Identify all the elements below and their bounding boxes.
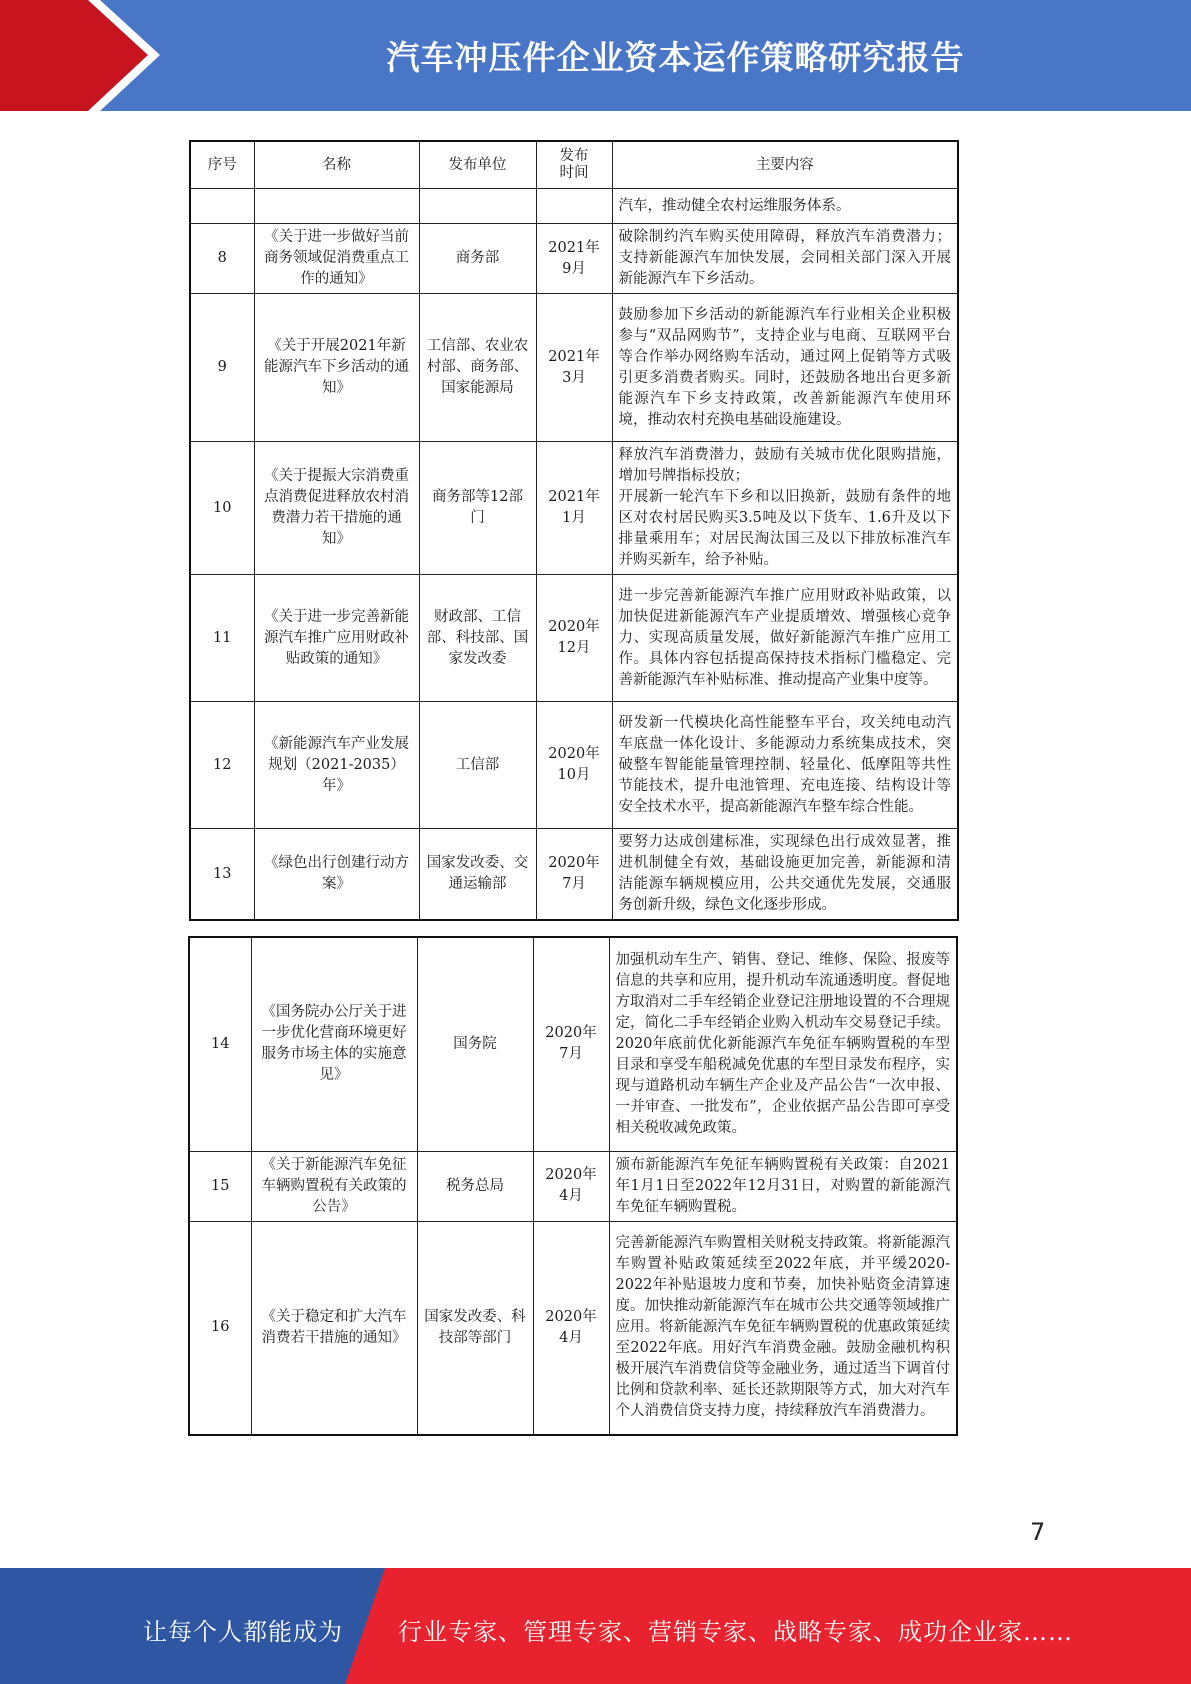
row-name-cell: 《国务院办公厅关于进一步优化营商环境更好服务市场主体的实施意见》	[251, 937, 417, 1151]
row-name-cell: 《绿色出行创建行动方案》	[254, 829, 419, 921]
row-content-cell: 鼓励参加下乡活动的新能源汽车行业相关企业积极参与“双品网购节”，支持企业与电商、互联网平台等合作举办网络购车活动，通过网上促销等方式吸引更多消费者购买。同时，还鼓励各地出台更多新能源汽车下乡支持政策，改善新能源汽车使用环境，推动农村充换电基础设施建设。	[612, 294, 958, 442]
row-name-cell: 《关于稳定和扩大汽车消费若干措施的通知》	[251, 1221, 417, 1435]
row-publisher-cell: 国家发改委、交通运输部	[419, 829, 536, 921]
document-title: 汽车冲压件企业资本运作策略研究报告	[386, 38, 965, 77]
row-content-cell: 进一步完善新能源汽车推广应用财政补贴政策，以加快促进新能源汽车产业提质增效、增强核心竞争力、实现高质量发展，做好新能源汽车推广应用工作。具体内容包括提高保持技术指标门槛稳定、完善新能源汽车补贴标准、推动提高产业集中度等。	[612, 575, 958, 702]
table-row	[190, 224, 958, 294]
table-header-row	[190, 141, 958, 189]
row-date-cell: 2020年 7月	[533, 937, 609, 1151]
table-row	[190, 442, 958, 575]
row-date-cell: 2020年 12月	[536, 575, 612, 702]
row-number-cell: 16	[189, 1221, 251, 1435]
row-name-cell: 《关于开展2021年新能源汽车下乡活动的通知》	[254, 294, 419, 442]
row-publisher-cell: 国务院	[417, 937, 533, 1151]
row-content-cell: 要努力达成创建标准，实现绿色出行成效显著，推进机制健全有效，基础设施更加完善，新能源和清洁能源车辆规模应用，公共交通优先发展，交通服务创新升级，绿色文化逐步形成。	[612, 829, 958, 921]
row-number-cell: 10	[190, 442, 254, 575]
table-row	[190, 575, 958, 702]
table-row	[190, 829, 958, 921]
row-publisher-cell: 工信部	[419, 702, 536, 829]
table-row	[189, 1151, 957, 1221]
row-content-cell: 汽车，推动健全农村运维服务体系。	[612, 189, 958, 224]
row-name-cell: 《关于新能源汽车免征车辆购置税有关政策的公告》	[251, 1151, 417, 1221]
row-number-cell: 11	[190, 575, 254, 702]
table-row	[189, 937, 957, 1151]
footer-slogan-left: 让每个人都能成为	[143, 1618, 343, 1646]
header-no: 序号	[190, 141, 254, 189]
row-date-cell: 2020年 10月	[536, 702, 612, 829]
row-date-cell: 2021年 3月	[536, 294, 612, 442]
table-row	[190, 294, 958, 442]
header-name: 名称	[254, 141, 419, 189]
header-date: 发布 时间	[536, 141, 612, 189]
row-publisher-cell	[419, 189, 536, 224]
row-date-cell: 2020年 7月	[536, 829, 612, 921]
policy-table-part1	[189, 140, 959, 921]
row-number-cell: 13	[190, 829, 254, 921]
row-number-cell	[190, 189, 254, 224]
row-number-cell: 15	[189, 1151, 251, 1221]
row-content-cell: 破除制约汽车购买使用障碍，释放汽车消费潜力；支持新能源汽车加快发展，会同相关部门深入开展新能源汽车下乡活动。	[612, 224, 958, 294]
policy-table-part2	[188, 936, 958, 1436]
row-name-cell: 《关于进一步完善新能源汽车推广应用财政补贴政策的通知》	[254, 575, 419, 702]
row-date-cell: 2021年 1月	[536, 442, 612, 575]
row-publisher-cell: 商务部	[419, 224, 536, 294]
row-publisher-cell: 税务总局	[417, 1151, 533, 1221]
row-content-cell: 颁布新能源汽车免征车辆购置税有关政策：自2021年1月1日至2022年12月31日，对购置的新能源汽车免征车辆购置税。	[609, 1151, 957, 1221]
row-number-cell: 8	[190, 224, 254, 294]
row-content-cell: 加强机动车生产、销售、登记、维修、保险、报废等信息的共享和应用，提升机动车流通透明度。督促地方取消对二手车经销企业登记注册地设置的不合理规定，简化二手车经销企业购入机动车交易登记手续。2020年底前优化新能源汽车免征车辆购置税的车型目录和享受车船税减免优惠的车型目录发布程序，实现与道路机动车辆生产企业及产品公告“一次申报、一并审查、一批发布”，企业依据产品公告即可享受相关税收减免政策。	[609, 937, 957, 1151]
row-content-cell: 释放汽车消费潜力，鼓励有关城市优化限购措施，增加号牌指标投放； 开展新一轮汽车下乡和以旧换新，鼓励有条件的地区对农村居民购买3.5吨及以下货车、1.6升及以下排量乘用车；对居民淘汰国三及以下排放标准汽车并购买新车，给予补贴。	[612, 442, 958, 575]
row-publisher-cell: 财政部、工信部、科技部、国家发改委	[419, 575, 536, 702]
row-date-cell: 2021年 9月	[536, 224, 612, 294]
row-content-cell: 完善新能源汽车购置相关财税支持政策。将新能源汽车购置补贴政策延续至2022年底，并平缓2020-2022年补贴退坡力度和节奏，加快补贴资金清算速度。加快推动新能源汽车在城市公共交通等领域推广应用。将新能源汽车免征车辆购置税的优惠政策延续至2022年底。用好汽车消费金融。鼓励金融机构积极开展汽车消费信贷等金融业务，通过适当下调首付比例和贷款利率、延长还款期限等方式，加大对汽车个人消费信贷支持力度，持续释放汽车消费潜力。	[609, 1221, 957, 1435]
row-name-cell: 《关于提振大宗消费重点消费促进释放农村消费潜力若干措施的通知》	[254, 442, 419, 575]
row-publisher-cell: 国家发改委、科技部等部门	[417, 1221, 533, 1435]
header-content: 主要内容	[612, 141, 958, 189]
row-publisher-cell: 工信部、农业农村部、商务部、国家能源局	[419, 294, 536, 442]
row-name-cell: 《新能源汽车产业发展规划（2021-2035）年》	[254, 702, 419, 829]
row-name-cell	[254, 189, 419, 224]
table-row	[189, 1221, 957, 1435]
page-number: 7	[1030, 1518, 1046, 1546]
footer-slogan-right: 行业专家、管理专家、营销专家、战略专家、成功企业家……	[398, 1618, 1073, 1646]
row-number-cell: 14	[189, 937, 251, 1151]
row-number-cell: 12	[190, 702, 254, 829]
page-header	[0, 0, 1191, 111]
table-row	[190, 189, 958, 224]
row-date-cell: 2020年 4月	[533, 1151, 609, 1221]
header-publisher: 发布单位	[419, 141, 536, 189]
row-content-cell: 研发新一代模块化高性能整车平台，攻关纯电动汽车底盘一体化设计、多能源动力系统集成技术，突破整车智能能量管理控制、轻量化、低摩阻等共性节能技术，提升电池管理、充电连接、结构设计等安全技术水平，提高新能源汽车整车综合性能。	[612, 702, 958, 829]
table-row	[190, 702, 958, 829]
row-publisher-cell: 商务部等12部门	[419, 442, 536, 575]
row-date-cell: 2020年 4月	[533, 1221, 609, 1435]
row-name-cell: 《关于进一步做好当前商务领域促消费重点工作的通知》	[254, 224, 419, 294]
header-arrow-graphic	[0, 0, 160, 111]
row-date-cell	[536, 189, 612, 224]
row-number-cell: 9	[190, 294, 254, 442]
